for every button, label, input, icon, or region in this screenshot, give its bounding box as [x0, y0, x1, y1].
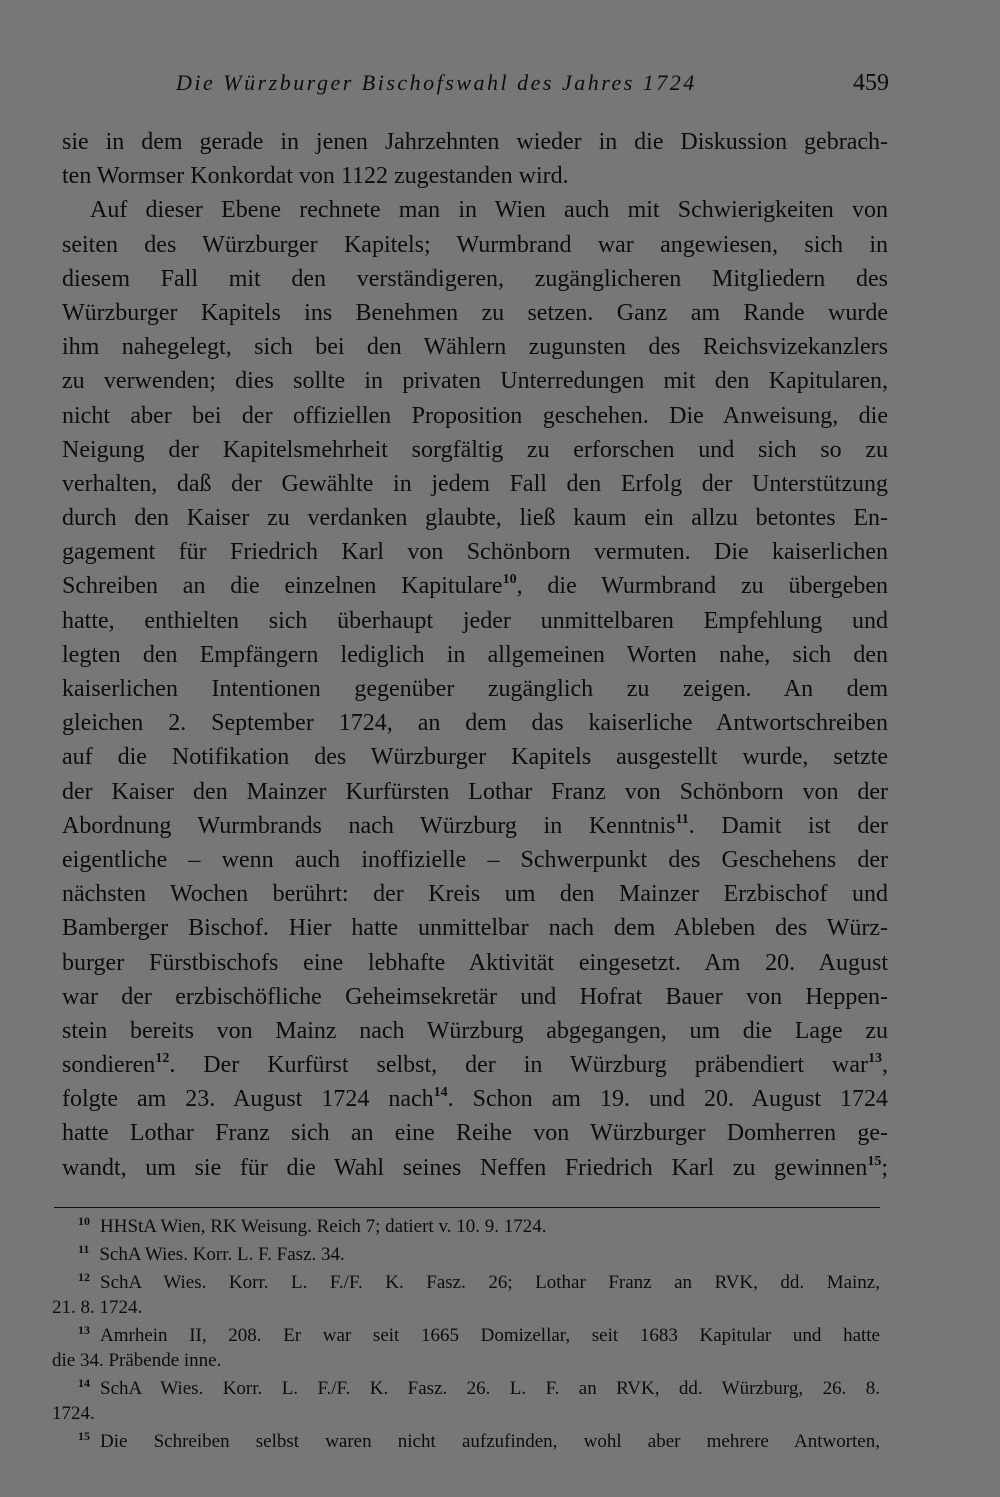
footnote-14: [52, 1376, 880, 1401]
text-segment: . Damit ist der: [688, 812, 888, 839]
text-line: gagement für Friedrich Karl von Schönborn vermuten. Die kaiserlichen: [62, 539, 888, 566]
text-line: Neigung der Kapitelsmehrheit sorgfältig zu erforschen und sich so zu: [62, 436, 888, 463]
footnote-13-cont: die 34. Präbende inne.: [52, 1350, 222, 1371]
text-line: gleichen 2. September 1724, an dem das kaiserliche Antwortschreiben: [62, 710, 888, 737]
footnote-ref-13[interactable]: 13: [868, 1051, 882, 1067]
text-segment: Abordnung Wurmbrands nach Würzburg in Kenntnis: [62, 812, 676, 839]
text-line: [62, 1082, 888, 1116]
text-segment: , die Wurmbrand zu übergeben: [516, 573, 888, 600]
footnote-text: Amrhein II, 208. Er war seit 1665 Domizellar, seit 1683 Kapitular und hatte: [100, 1325, 880, 1346]
text-segment: ,: [882, 1052, 888, 1079]
footnote-ref-14[interactable]: 14: [433, 1085, 448, 1101]
text-line: [62, 809, 888, 843]
text-segment: wandt, um sie für die Wahl seines Neffen Friedrich Karl zu gewinnen: [62, 1154, 868, 1181]
page-number: 459: [853, 70, 889, 96]
text-line: [62, 569, 888, 603]
text-segment: . Der Kurfürst selbst, der in Würzburg präbendiert war: [169, 1052, 868, 1079]
text-line: verhalten, daß der Gewählte in jedem Fall den Erfolg der Unterstützung: [62, 470, 888, 497]
footnote-15: [52, 1429, 880, 1454]
text-line: der Kaiser den Mainzer Kurfürsten Lothar Franz von Schönborn von der: [62, 778, 888, 805]
text-line: [62, 1048, 888, 1082]
text-line: nächsten Wochen berührt: der Kreis um den Mainzer Erzbischof und: [62, 881, 888, 908]
footnote-12: [52, 1270, 880, 1295]
footnote-14-cont: 1724.: [52, 1403, 95, 1424]
text-line: diesem Fall mit den verständigeren, zugänglicheren Mitgliedern des: [62, 265, 888, 292]
running-head-title: Die Würzburger Bischofswahl des Jahres 1724: [176, 70, 697, 95]
footnote-12-cont: 21. 8. 1724.: [52, 1297, 143, 1318]
text-line: Bamberger Bischof. Hier hatte unmittelbar nach dem Ableben des Würz-: [62, 915, 888, 942]
text-line: [62, 1151, 888, 1185]
footnote-number: 10: [78, 1214, 90, 1228]
footnote-11: [52, 1242, 880, 1267]
text-segment: . Schon am 19. und 20. August 1724: [447, 1086, 888, 1113]
main-text-block: [62, 125, 888, 1185]
text-segment: Schreiben an die einzelnen Kapitulare: [62, 573, 503, 600]
footnote-ref-10[interactable]: 10: [502, 572, 517, 588]
text-line: Würzburger Kapitels ins Benehmen zu setzen. Ganz am Rande wurde: [62, 299, 888, 326]
text-line: eigentliche – wenn auch inoffizielle – Schwerpunkt des Geschehens der: [62, 846, 888, 873]
footnote-number: 12: [78, 1270, 90, 1284]
text-segment: ;: [881, 1154, 888, 1181]
footnote-ref-11[interactable]: 11: [675, 811, 689, 827]
text-line: durch den Kaiser zu verdanken glaubte, ließ kaum ein allzu betontes En-: [62, 505, 888, 532]
footnote-13: [52, 1323, 880, 1348]
footnote-number: 14: [78, 1376, 90, 1390]
footnote-10: [52, 1214, 880, 1239]
text-segment: folgte am 23. August 1724 nach: [62, 1086, 434, 1113]
text-line: zu verwenden; dies sollte in privaten Unterredungen mit den Kapitularen,: [62, 368, 888, 395]
text-segment: sondieren: [62, 1052, 156, 1079]
footnote-ref-15[interactable]: 15: [867, 1153, 882, 1169]
footnote-text: HHStA Wien, RK Weisung. Reich 7; datiert v. 10. 9. 1724.: [100, 1216, 547, 1237]
footnote-number: 15: [78, 1429, 90, 1443]
footnote-number: 13: [78, 1323, 90, 1337]
footnote-number: 11: [78, 1242, 90, 1256]
text-line: ihm nahegelegt, sich bei den Wählern zugunsten des Reichsvizekanzlers: [62, 334, 888, 361]
text-line: war der erzbischöfliche Geheimsekretär und Hofrat Bauer von Heppen-: [62, 983, 888, 1010]
text-line: hatte Lothar Franz sich an eine Reihe von Würzburger Domherren ge-: [62, 1120, 888, 1147]
text-line: auf die Notifikation des Würzburger Kapitels ausgestellt wurde, setzte: [62, 744, 888, 771]
footnote-separator: [54, 1207, 880, 1208]
text-line: sie in dem gerade in jenen Jahrzehnten wieder in die Diskussion gebrach-: [62, 129, 888, 155]
footnotes-block: [52, 1214, 880, 1454]
text-line: seiten des Würzburger Kapitels; Wurmbrand war angewiesen, sich in: [62, 231, 888, 258]
text-line: hatte, enthielten sich überhaupt jeder unmittelbaren Empfehlung und: [62, 607, 888, 634]
text-line: Auf dieser Ebene rechnete man in Wien auch mit Schwierigkeiten von: [90, 197, 888, 224]
footnote-text: SchA Wies. Korr. L. F./F. K. Fasz. 26; Lothar Franz an RVK, dd. Mainz,: [100, 1272, 880, 1293]
text-line: burger Fürstbischofs eine lebhafte Aktivität eingesetzt. Am 20. August: [62, 949, 888, 976]
text-line: ten Wormser Konkordat von 1122 zugestanden wird.: [62, 163, 569, 190]
text-line: kaiserlichen Intentionen gegenüber zugänglich zu zeigen. An dem: [62, 676, 888, 702]
footnote-text: Die Schreiben selbst waren nicht aufzufinden, wohl aber mehrere Antworten,: [100, 1431, 880, 1452]
footnote-text: SchA Wies. Korr. L. F./F. K. Fasz. 26. L. F. an RVK, dd. Würzburg, 26. 8.: [100, 1378, 880, 1399]
footnote-text: SchA Wies. Korr. L. F. Fasz. 34.: [99, 1244, 345, 1265]
text-line: legten den Empfängern lediglich in allgemeinen Worten nahe, sich den: [62, 641, 888, 668]
footnote-ref-12[interactable]: 12: [155, 1051, 170, 1067]
text-line: stein bereits von Mainz nach Würzburg abgegangen, um die Lage zu: [62, 1017, 888, 1044]
text-line: nicht aber bei der offiziellen Proposition geschehen. Die Anweisung, die: [62, 402, 888, 429]
